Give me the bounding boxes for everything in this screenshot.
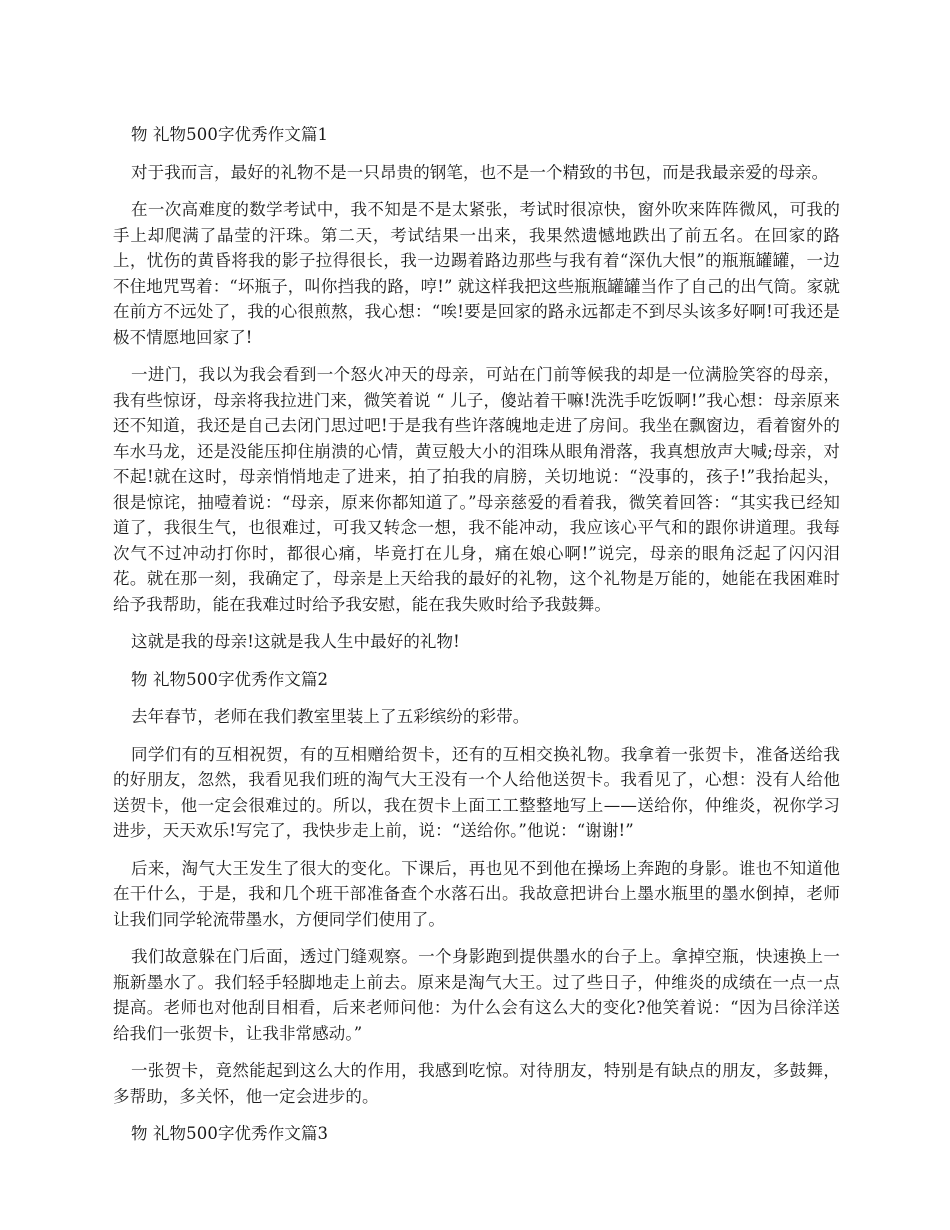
- paragraph: 一进门，我以为我会看到一个怒火冲天的母亲，可站在门前等候我的却是一位满脸笑容的母亲，我有些惊讶，母亲将我拉进门来，微笑着说 “ 儿子，傻站着干嘛!洗洗手吃饭啊!”我心想：母亲原来还不知道，我还是自己去闭门思过吧!于是我有些许落魄地走进了房间。我坐在飘窗边，看着窗外的车水马龙，还是没能压抑住崩溃的心情，黄豆般大小的泪珠从眼角滑落，我真想放声大喊;母亲，对不起!就在这时，母亲悄悄地走了进来，拍了拍我的肩膀，关切地说：“没事的，孩子!”我抬起头，很是惊诧，抽噎着说：“母亲，原来你都知道了。”母亲慈爱的看着我，微笑着回答：“其实我已经知道了，我很生气，也很难过，可我又转念一想，我不能冲动，我应该心平气和的跟你讲道理。我每次气不过冲动打你时，都很心痛，毕竟打在儿身，痛在娘心啊!”说完，母亲的眼角泛起了闪闪泪花。就在那一刻，我确定了，母亲是上天给我的最好的礼物，这个礼物是万能的，她能在我困难时给予我帮助，能在我难过时给予我安慰，能在我失败时给予我鼓舞。: [113, 365, 840, 614]
- paragraph: 后来，淘气大王发生了很大的变化。下课后，再也见不到他在操场上奔跑的身影。谁也不知道他在干什么，于是，我和几个班干部准备查个水落石出。我故意把讲台上墨水瓶里的墨水倒掉，老师让我们同学轮流带墨水，方便同学们使用了。: [113, 858, 840, 929]
- paragraph: 我们故意躲在门后面，透过门缝观察。一个身影跑到提供墨水的台子上。拿掉空瓶，快速换上一瓶新墨水了。我们轻手轻脚地走上前去。原来是淘气大王。过了些日子，仲维炎的成绩在一点一点提高。老师也对他刮目相看，后来老师问他：为什么会有这么大的变化?他笑着说：“因为吕徐洋送给我们一张贺卡，让我非常感动。”: [113, 947, 840, 1043]
- section-heading-1: 物 礼物500字优秀作文篇1: [131, 125, 329, 144]
- paragraph: 在一次高难度的数学考试中，我不知是不是太紧张，考试时很凉快，窗外吹来阵阵微风，可我的手上却爬满了晶莹的汗珠。第二天，考试结果一出来，我果然遗憾地跌出了前五名。在回家的路上，忧伤的黄昏将我的影子拉得很长，我一边踢着路边那些与我有着“深仇大恨”的瓶瓶罐罐，一边不住地咒骂着：“坏瓶子，叫你挡我的路，哼!” 就这样我把这些瓶瓶罐罐当作了自己的出气筒。家就在前方不远处了，我的心很煎熬，我心想：“唉!要是回家的路永远都走不到尽头该多好啊!可我还是极不情愿地回家了!: [113, 200, 840, 347]
- paragraph: 去年春节，老师在我们教室里装上了五彩缤纷的彩带。: [131, 707, 530, 726]
- section-heading-2: 物 礼物500字优秀作文篇2: [131, 669, 329, 689]
- paragraph: 对于我而言，最好的礼物不是一只昂贵的钢笔，也不是一个精致的书包，而是我最亲爱的母亲。: [131, 162, 829, 182]
- document-body: [113, 122, 840, 1159]
- paragraph: 这就是我的母亲!这就是我人生中最好的礼物!: [131, 632, 460, 651]
- section-heading-3: 物 礼物500字优秀作文篇3: [131, 1124, 329, 1143]
- paragraph: 一张贺卡，竟然能起到这么大的作用，我感到吃惊。对待朋友，特别是有缺点的朋友，多鼓舞，多帮助，多关怀，他一定会进步的。: [113, 1061, 840, 1106]
- paragraph: 同学们有的互相祝贺，有的互相赠给贺卡，还有的互相交换礼物。我拿着一张贺卡，准备送给我的好朋友，忽然，我看见我们班的淘气大王没有一个人给他送贺卡。我看见了，心想：没有人给他送贺卡，他一定会很难过的。所以，我在贺卡上面工工整整地写上——送给你，仲维炎，祝你学习进步，天天欢乐!写完了，我快步走上前，说：“送给你。”他说：“谢谢!”: [113, 744, 840, 840]
